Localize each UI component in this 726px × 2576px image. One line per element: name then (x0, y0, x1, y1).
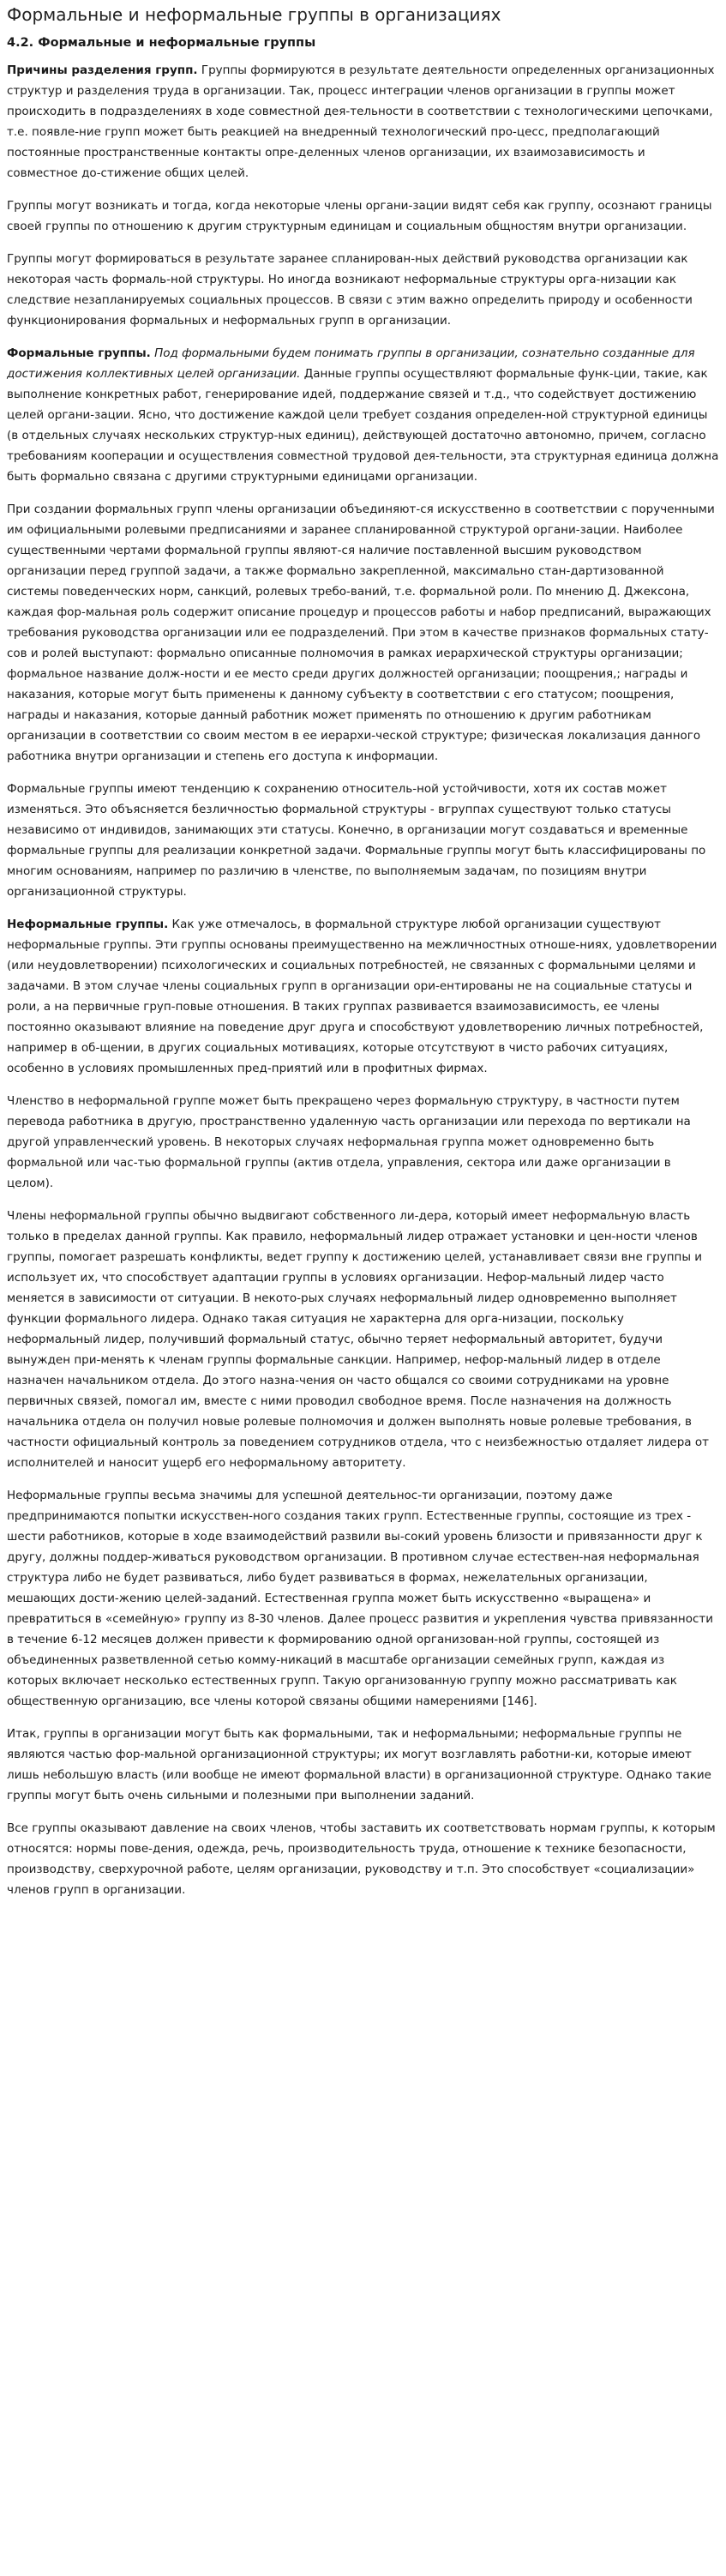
paragraph (7, 1724, 719, 1806)
paragraph-text: Неформальные группы весьма значимы для успешной деятельнос-ти организации, поэтому даже предпринимаются попытки искусствен-ного создания таких групп. Естественные группы, состоящие из трех - шести работников, которые в ходе взаимодействий развили вы-сокий уровень близости и привязанности друг к другу, должны поддер-живаться руководством организации. В противном случае естествен-ная неформальная структура либо не будет развиваться, либо будет развиваться в формах, нежелательных организации, мешающих дости-жению целей-заданий. Естественная группа может быть искусственно «выращена» и превратиться в «семейную» группу из 8-30 членов. Далее процесс развития и укрепления чувства привязанности в течение 6-12 месяцев должен привести к формированию одной организован-ной группы, состоящей из объединенных разветвленной сетью комму-никаций в масштабе организации семейных групп, каждая из которых включает несколько естественных групп. Такую организованную группу можно рассматривать как общественную организацию, все члены которой связаны общими намерениями [146]. (7, 1489, 714, 1708)
paragraph (7, 1206, 719, 1473)
paragraph-text: Группы формируются в результате деятельности определенных организационных структур и разделения труда в организации. Так, процесс интеграции членов организации в группы может происходить в подразделениях в ходе совместной дея-тельности в соответствии с технологическими цепочками, т.е. появле-ние групп может быть реакцией на внедренный технологический про-цесс, предполагающий постоянные пространственные контакты опре-деленных членов организации, их взаимозависимость и совместное до-стижение общих целей. (7, 63, 715, 180)
paragraph-text: Членство в неформальной группе может быть прекращено через формальную структуру, в частности путем перевода работника в другую, пространственно удаленную часть организации или перехода по вертикали на другой управленческий уровень. В некоторых случаях неформальная группа может одновременно быть формальной или час-тью формальной группы (актив отдела, управления, сектора или даже организации в целом). (7, 1094, 691, 1190)
paragraph-text: Данные группы осуществляют формальные функ-ции, такие, как выполнение конкретных работ, генерирование идей, поддержание связей и т.д., что содействует достижению целей органи-зации. Ясно, что достижение каждой цели требует создания определен-ной структурной единицы (в отдельных случаях нескольких структур-ных единиц), действующей достаточно автономно, причем, согласно требованиям кооперации и осуществления совместной трудовой дея-тельности, эта структурная единица должна быть формально связана с другими структурными единицами организации. (7, 367, 719, 484)
definition-text: Под формальными будем понимать группы в организации, сознательно созданные для достижения коллективных целей организации. (7, 346, 695, 381)
section-title: 4.2. Формальные и неформальные группы (7, 36, 316, 50)
page-title: Формальные и неформальные группы в организациях (7, 4, 501, 25)
paragraph-text: Все группы оказывают давление на своих членов, чтобы заставить их соответствовать нормам группы, к которым относятся: нормы пове-дения, одежда, речь, производительность труда, отношение к технике безопасности, производству, сверхурочной работе, целям организации, руководству и т.п. Это способствует «социализации» членов групп в организации. (7, 1821, 716, 1897)
paragraph (7, 1818, 719, 1900)
paragraph-informal-groups (7, 914, 719, 1079)
paragraph (7, 779, 719, 902)
paragraph-lead: Неформальные группы. (7, 918, 169, 931)
paragraph-text: При создании формальных групп члены организации объединяют-ся искусственно в соответствии с порученными им официальными ролевыми предписаниями и заранее спланированной структурой органи-зации. Наиболее существенными чертами формальной группы являют-ся наличие поставленной высшим руководством организации перед группой задачи, а также формально закрепленной, максимально стан-дартизованной системы поведенческих норм, санкций, ролевых требо-ваний, т.е. формальной роли. По мнению Д. Джексона, каждая фор-мальная роль содержит описание процедур и процессов работы и набор предписаний, выражающих требования руководства организации или ее подразделений. При этом в качестве признаков формальных стату-сов и ролей выступают: формально описанные полномочия в рамках иерархической структуры организации; формальное название долж-ности и ее место среди других должностей организации; поощрения,; награды и наказания, которые могут быть применены к данному субъекту в соответствии с его статусом; поощрения, награды и наказания, которые данный работник может применять по отношению к другим работникам организации в соответствии со своим местом в ее иерархи-ческой структуре; физическая локализация данного работника внутри организации и степень его доступа к информации. (7, 503, 715, 763)
paragraph-lead: Формальные группы. (7, 346, 151, 360)
paragraph-text: Как уже отмечалось, в формальной структуре любой организации существуют неформальные группы. Эти группы основаны преимущественно на межличностных отноше-ниях, удовлетворении (или неудовлетворении) психологических и социальных потребностей, не связанных с формальными целями и задачами. В этом случае члены социальных групп в организации ори-ентированы не на социальные статусы и роли, а на первичные груп-повые отношения. В таких группах развивается взаимозависимость, ее члены постоянно оказывают влияние на поведение друг друга и способствуют удовлетворению личных потребностей, например в об-щении, в других социальных мотивациях, которые отсутствуют в чисто рабочих ситуациях, особенно в условиях промышленных пред-приятий или в профитных фирмах. (7, 918, 717, 1075)
paragraph (7, 499, 719, 767)
paragraph-text: Группы могут формироваться в результате заранее спланирован-ных действий руководства организации как некоторая часть формаль-ной структуры. Но иногда возникают неформальные структуры орга-низации как следствие незапланируемых социальных процессов. В связи с этим важно определить природу и особенности функционирования формальных и неформальных групп в организации. (7, 252, 693, 328)
paragraph-text: Группы могут возникать и тогда, когда некоторые члены органи-зации видят себя как группу, осознают границы своей группы по отношению к другим структурным единицам и социальным общностям внутри организации. (7, 199, 712, 233)
paragraph (7, 249, 719, 331)
paragraph-formal-groups (7, 343, 719, 487)
paragraph-reasons (7, 60, 719, 184)
paragraph-text: Формальные группы имеют тенденцию к сохранению относитель-ной устойчивости, хотя их состав может изменяться. Это объясняется безличностью формальной структуры - вгруппах существуют только статусы независимо от индивидов, занимающих эти статусы. Конечно, в организации могут создаваться и временные формальные группы для реализации конкретной задачи. Формальные группы могут быть классифицированы по многим основаниям, например по различию в членстве, по выполняемым задачам, по позициям внутри организационной структуры. (7, 782, 706, 899)
paragraph (7, 1485, 719, 1712)
paragraph-text: Итак, группы в организации могут быть как формальными, так и неформальными; неформальные группы не являются частью фор-мальной организационной структуры; их могут возглавлять работни-ки, которые имеют лишь небольшую власть (или вообще не имеют формальной власти) в организационной структуре. Однако такие группы могут быть очень сильными и полезными при выполнении заданий. (7, 1727, 711, 1803)
paragraph (7, 196, 719, 237)
paragraph-lead: Причины разделения групп. (7, 63, 198, 77)
paragraph (7, 1091, 719, 1194)
paragraph-text: Члены неформальной группы обычно выдвигают собственного ли-дера, который имеет неформальную власть только в пределах данной группы. Как правило, неформальный лидер отражает установки и цен-ности членов группы, помогает разрешать конфликты, ведет группу к достижению целей, устанавливает связи вне группы и использует их, что способствует адаптации группы в условиях организации. Нефор-мальный лидер часто меняется в зависимости от ситуации. В некото-рых случаях неформальный лидер одновременно выполняет функции формального лидера. Однако такая ситуация не характерна для орга-низации, поскольку неформальный лидер, получивший формальный статус, обычно теряет неформальный авторитет, будучи вынужден при-менять к членам группы формальные санкции. Например, нефор-мальный лидер в отделе назначен начальником отдела. До этого назна-чения он часто общался со своими сотрудниками на уровне первичных связей, помогал им, вместе с ними проводил свободное время. После назначения на должность начальника отдела он получил новые ролевые полномочия и должен выполнять новые ролевые требования, в частности официальный контроль за поведением сотрудников отдела, что с неизбежностью отдаляет лидера от исполнителей и наносит ущерб его неформальному авторитету. (7, 1209, 709, 1470)
